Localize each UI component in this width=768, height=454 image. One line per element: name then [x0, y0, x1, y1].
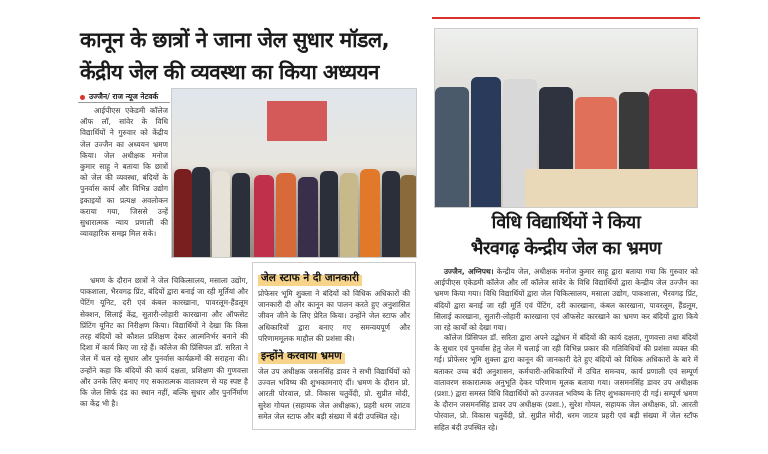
box-text1: प्रोफेसर भूमि शुक्ला ने बंदियों को विधिक अधिकारों की जानकारी दी और कानून का पालन करते हुए अनुशासित जीवन जीने के लिए प्रेरित किया। उन्होंने जेल स्टाफ और अधिकारियों द्वारा बनाए गए समन्वयपूर्ण और परिणाममूलक माहौल की प्रशंसा की। [258, 289, 410, 343]
byline [80, 92, 158, 102]
right-para1-text: केन्द्रीय जेल, अधीक्षक मनोज कुमार साहू द्वारा बताया गया कि गुरुवार को आईपीएस एकेडमी कॉलेज और लॉ कॉलेज सांवेर के विधि विद्यार्थियों द्वारा केन्द्रीय जेल उज्जैन का भ्रमण किया गया। विधि विद्यार्थियों द्वारा जेल चिकित्सालय, मसाला उद्योग, पाकशाला, भैरवगढ़ प्रिंट, बंदियों द्वारा बनाई जा रही मूर्ति एवं पेंटिंग, दरी कारखाना, कंबल कारखाना, पावरलूम, हैंडलूम, सिलाई कारखाना, सुतारी-लोहारी कारखाना एवं ऑफसेट कारखाने का भ्रमण कर बंदियों द्वारा किये जा रहे कार्यों को देखा गया। [434, 267, 698, 333]
subheading-tour: इन्होंने करवाया भ्रमण [258, 348, 345, 364]
right-para1 [434, 266, 698, 333]
right-headline-line1: विधि विद्यार्थियों ने किया [491, 212, 641, 233]
right-headline-line2: भैरवगढ़ केन्द्रीय जेल का भ्रमण [470, 238, 662, 259]
group-photo-left [171, 88, 417, 258]
left-para2: भ्रमण के दौरान छात्रों ने जेल चिकित्सालय, मसाला उद्योग, पाकशाला, भैरवगढ़ प्रिंट, बंदियों द्वारा बनाई जा रही मूर्तियां और पेंटिंग यूनिट, दरी एवं कंबल कारखाना, पावरलूम-हैंडलूम सेक्शन, सिलाई केंद्र, सुतारी-लोहारी कारखाना और ऑफसेट प्रिंटिंग यूनिट का निरीक्षण किया। विद्यार्थियों ने देखा कि किस तरह बंदियों को कौशल प्रशिक्षण देकर आत्मनिर्भर बनाने की दिशा में कार्य किए जा रहे हैं। कॉलेज की प्रिंसिपल डॉ. सरिता ने जेल में चल रहे सुधार और पुनर्वास कार्यक्रमों की सराहना की। उन्होंने कहा कि बंदियों की कार्य दक्षता, प्रशिक्षण की गुणवत्ता और उनके लिए बनाए गए सकारात्मक वातावरण से यह स्पष्ट है कि जेल सिर्फ दंड का स्थान नहीं, बल्कि सुधार और पुनर्निर्माण का केंद्र भी है। [80, 276, 248, 409]
sidebar-box [252, 262, 416, 430]
left-headline-line2: केंद्रीय जेल की व्यवस्था का किया अध्ययन [80, 60, 379, 84]
right-para2: कॉलेज प्रिंसिपल डॉ. सरिता द्वारा अपने उद्बोधन में बंदियों की कार्य दक्षता, गुणवत्ता तथा बंदियों के सुधार एवं पुनर्वास हेतु जेल में चलाई जा रही विभिन्न प्रकार की गतिविधियों की प्रशंसा व्यक्त की गई। प्रोफेसर भूमि शुक्ला द्वारा कानून की जानकारी देते हुए बंदियों को विधिक अधिकारों के बारे में बताकर उच्च बंदी अनुशासन, कर्मचारी-अधिकारियों में उचित समन्वय, कार्य प्रणाली एवं सम्पूर्ण वातावरण सकारात्मक अनुभूति देकर परिणाम मूलक बताया गया। जसमनसिंह डावर उप अधीक्षक (प्रशा.) द्वारा समस्त विधि विद्यार्थियों को उज्जवल भविष्य के लिए शुभकामनाएं दी गई। सम्पूर्ण भ्रमण के दौरान जसमनसिंह डावर उप अधीक्षक (प्रशा.), सुरेश गोयल, सहायक जेल अधीक्षक, प्रो. आरती पोरवाल, प्रो. विकास चतुर्वेदी, प्रो. सुप्रीत मोदी, धरम जाटव प्रहरी एवं बड़ी संख्या में जेल स्टॉफ सहित बंदी उपस्थित रहे। [434, 333, 698, 432]
byline-text: उज्जैन/ राज न्यूज नेटवर्क [89, 92, 159, 101]
red-dot-icon [80, 95, 85, 100]
dateline: उज्जैन, अग्निपथ। [444, 267, 494, 276]
red-top-rule [432, 17, 700, 19]
left-headline-line1: कानून के छात्रों ने जाना जेल सुधार मॉडल, [80, 28, 390, 52]
left-para1: आईपीएस एकेडमी कॉलेज ऑफ लॉ, सांवेर के विधि विद्यार्थियों ने गुरुवार को केंद्रीय जेल उज्जैन का अध्ययन भ्रमण किया। जेल अधीक्षक मनोज कुमार साहू ने बताया कि छात्रों को जेल की व्यवस्था, बंदियों के पुनर्वास कार्य और विभिन्न उद्योग इकाइयों का प्रत्यक्ष अवलोकन कराया गया, जिससे उन्हें सुधारात्मक न्याय प्रणाली की व्यावहारिक समझ मिल सके। [80, 106, 168, 239]
table [525, 169, 698, 208]
byline-rule [78, 102, 170, 103]
group-photo-right [434, 28, 698, 208]
subheading-staff-info: जेल स्टाफ ने दी जानकारी [258, 270, 362, 286]
building [267, 101, 327, 141]
box-text2: जेल उप अधीक्षक जसनसिंह डावर ने सभी विद्यार्थियों को उज्वल भविष्य की शुभकामनाएं दीं। भ्रमण के दौरान प्रो. आरती पोरवाल, प्रो. विकास चतुर्वेदी, प्रो. सुप्रीत मोदी, सुरेश गोयल (सहायक जेल अधीक्षक), प्रहरी धरम जाटव समेत जेल स्टाफ और बड़ी संख्या में बंदी उपस्थित रहे। [258, 367, 410, 421]
